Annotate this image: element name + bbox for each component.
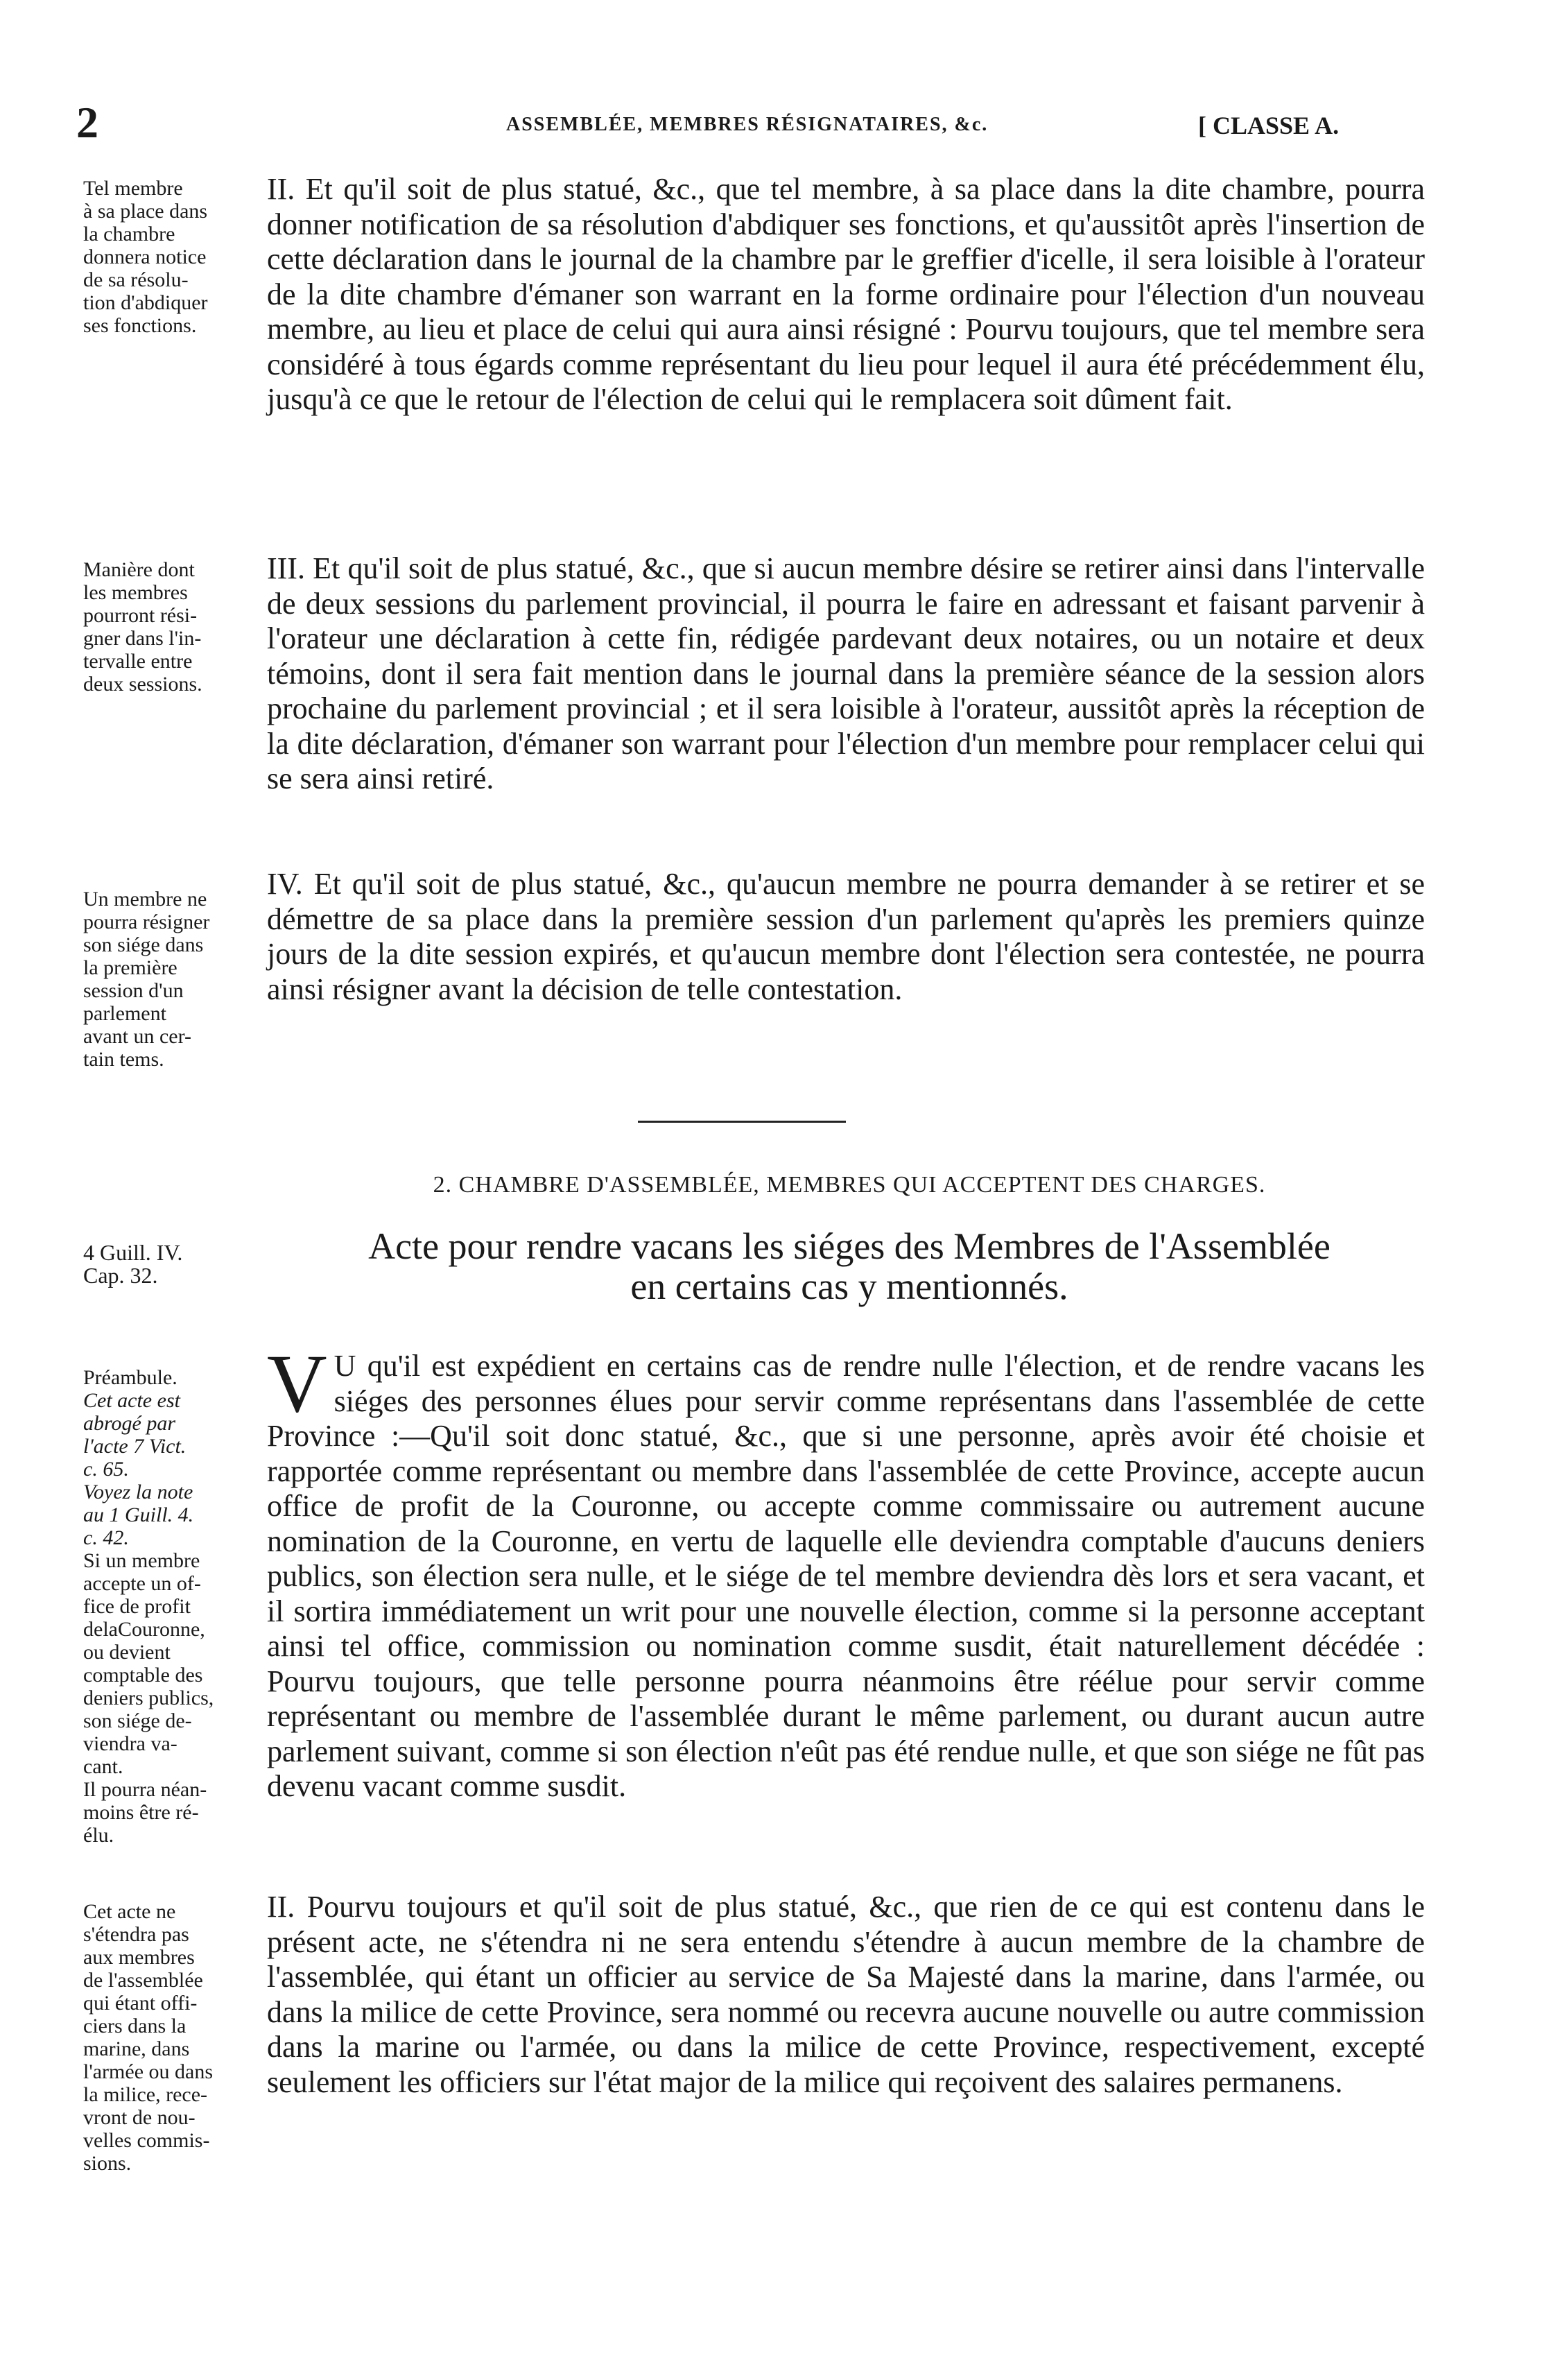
margin-note-line: ses fonctions. [83,314,197,337]
margin-note-line: Cet acte est [83,1389,180,1412]
running-title: ASSEMBLÉE, MEMBRES RÉSIGNATAIRES, &c. [506,114,989,135]
margin-note-line: la milice, rece- [83,2083,208,2106]
paragraph: II. Pourvu toujours et qu'il soit de plus statué, &c., que rien de ce qui est contenu dans le présent acte, ne s'étendra ni ne sera entendu s'étendre à aucun membre de la chambre de l'assemblée, qui étant un officier au service de Sa Majesté dans la marine, dans l'armée, ou dans la milice de cette Province, sera nommé ou recevra aucune nouvelle ou autre commission dans la marine ou l'armée, ou dans la milice de cette Province, respectivement, excepté seulement les officiers sur l'état major de la milice qui reçoivent des salaires permanens. [267,1890,1425,2099]
paragraph [267,1337,1425,1804]
margin-note-line: cant. [83,1755,123,1778]
act-title-line: Acte pour rendre vacans les siéges des Membres de l'Assemblée [368,1225,1331,1267]
margin-note-line: deniers publics, [83,1687,214,1709]
margin-note-line: l'acte 7 Vict. [83,1435,187,1458]
margin-note-line: c. 65. [83,1458,129,1481]
margin-note-line: pourra résigner [83,911,210,933]
act-title [267,1226,1432,1307]
margin-note-line: aux membres [83,1946,195,1969]
page-header [76,97,1435,153]
margin-note-line: delaCouronne, [83,1618,205,1641]
margin-note-line: tion d'abdiquer [83,291,208,314]
margin-note-line: qui étant offi- [83,1992,198,2015]
margin-note-line: accepte un of- [83,1572,201,1595]
margin-note-line: vront de nou- [83,2106,196,2129]
margin-note-line: tain tems. [83,1048,164,1071]
preamble-text [267,1337,1425,1804]
margin-note-line: viendra va- [83,1732,177,1755]
margin-note-line: Tel membre [83,177,183,200]
citation-line: 4 Guill. IV. [83,1240,183,1265]
margin-note-section-2 [83,177,270,337]
margin-note-line: avant un cer- [83,1025,191,1048]
margin-note-line: marine, dans [83,2037,190,2060]
margin-note-line: ou devient [83,1641,171,1664]
margin-note-line: moins être ré- [83,1801,199,1824]
margin-note-line: fice de profit [83,1595,191,1618]
margin-note-line: Voyez la note [83,1481,193,1503]
margin-note-line: pourront rési- [83,604,198,627]
margin-note-act-section-2 [83,1900,270,2175]
margin-note-line: s'étendra pas [83,1923,189,1946]
margin-note-line: à sa place dans [83,200,208,223]
margin-note-line: Manière dont [83,558,195,581]
margin-note-section-3 [83,558,270,696]
paragraph: IV. Et qu'il soit de plus statué, &c., qu'aucun membre ne pourra demander à se retirer et se démettre de sa place dans la première session d'un parlement qu'après les premiers quinze jours de la dite session expirés, et qu'aucun membre dont l'élection sera contestée, ne pourra ainsi résigner avant la décision de telle contestation. [267,867,1425,1006]
paragraph: II. Et qu'il soit de plus statué, &c., que tel membre, à sa place dans la dite chambre, pourra donner notification de sa résolution d'abdiquer ses fonctions, et qu'aussitôt après l'insertion de cette déclaration dans le journal de la chambre par le greffier d'icelle, il sera loisible à l'orateur de la dite chambre d'émaner son warrant en la forme ordinaire pour l'élection d'un nouveau membre, au lieu et place de celui qui aura ainsi résigné : Pourvu toujours, que tel membre sera considéré à tous égards comme représentant du lieu pour lequel il aura été précédemment élu, jusqu'à ce que le retour de l'élection de celui qui le remplacera soit dûment fait. [267,172,1425,416]
margin-note-line: velles commis- [83,2129,210,2152]
drop-cap: V [267,1337,327,1429]
page-number: 2 [76,98,98,147]
margin-note-line: les membres [83,581,188,604]
subheading: 2. CHAMBRE D'ASSEMBLÉE, MEMBRES QUI ACCEPTENT DES CHARGES. [433,1172,1266,1198]
margin-note-line: de l'assemblée [83,1969,203,1992]
margin-note-line: session d'un [83,979,184,1002]
margin-note-line: Si un membre [83,1549,200,1572]
margin-note-line: Préambule. [83,1366,177,1389]
section-4-text [267,867,1425,1007]
margin-note-line: la première [83,956,177,979]
margin-note-line: l'armée ou dans [83,2060,214,2083]
margin-note-line: donnera notice [83,245,207,268]
section-2-text [267,172,1425,417]
margin-note-line: de sa résolu- [83,268,189,291]
act-section-2-text [267,1890,1425,2100]
paragraph: III. Et qu'il soit de plus statué, &c., que si aucun membre désire se retirer ainsi dans l'intervalle de deux sessions du parlement provincial, il pourra le faire en adressant et faisant parvenir à l'orateur une déclaration à cette fin, rédigée pardevant deux notaires, ou un notaire et deux témoins, dont il sera fait mention dans le journal dans la première séance de la session alors prochaine du parlement provincial ; et il sera loisible à l'orateur, aussitôt après la réception de la dite déclaration, d'émaner son warrant pour l'élection d'un membre pour remplacer celui qui se sera ainsi retiré. [267,551,1425,795]
act-citation [83,1241,270,1287]
margin-note-line: élu. [83,1824,114,1847]
margin-note-preamble [83,1366,270,1847]
section-3-text [267,551,1425,797]
divider-rule [638,1121,846,1123]
margin-note-line: comptable des [83,1664,203,1687]
margin-note-line: ciers dans la [83,2015,187,2037]
margin-note-line: son siége dans [83,933,204,956]
margin-note-line: tervalle entre [83,650,193,673]
margin-note-line: sions. [83,2152,132,2175]
margin-note-line: son siége de- [83,1709,192,1732]
act-title-line: en certains cas y mentionnés. [630,1266,1068,1307]
margin-note-line: deux sessions. [83,673,202,696]
margin-note-line: Un membre ne [83,888,207,911]
margin-note-line: c. 42. [83,1526,129,1549]
margin-note-line: Il pourra néan- [83,1778,207,1801]
margin-note-section-4 [83,888,270,1071]
margin-note-line: gner dans l'in- [83,627,202,650]
citation-line: Cap. 32. [83,1263,158,1288]
class-label: [ CLASSE A. [1198,112,1340,139]
preamble-body: U qu'il est expédient en certains cas de rendre nulle l'élection, et de rendre vacans les siéges des personnes élues pour servir comme représentans dans l'assemblée de cette Province :—Qu'il soit donc statué, &c., que si une personne, après avoir été choisie et rapportée comme représentant ou membre dans l'assemblée de cette Province, accepte aucun office de profit de la Couronne, ou accepte comme commissaire ou autrement aucune nomination de la Couronne, en vertu de laquelle elle deviendra comptable d'aucuns deniers publics, son élection sera nulle, et le siége de tel membre deviendra dès lors et sera vacant, et il sortira immédiatement un writ pour une nouvelle élection, comme si la personne acceptant ainsi tel office, commission ou nomination comme susdit, était naturellement décédée : Pourvu toujours, que telle personne pourra néanmoins être réélue pour servir comme représentant ou membre de l'assemblée durant le même parlement, ou durant aucun autre parlement suivant, comme si son élection n'eût pas été rendue nulle, et que son siége ne fût pas devenu vacant comme susdit. [267,1349,1425,1803]
margin-note-line: Cet acte ne [83,1900,176,1923]
margin-note-line: au 1 Guill. 4. [83,1503,194,1526]
margin-note-line: parlement [83,1002,166,1025]
margin-note-line: la chambre [83,223,175,245]
margin-note-line: abrogé par [83,1412,176,1435]
